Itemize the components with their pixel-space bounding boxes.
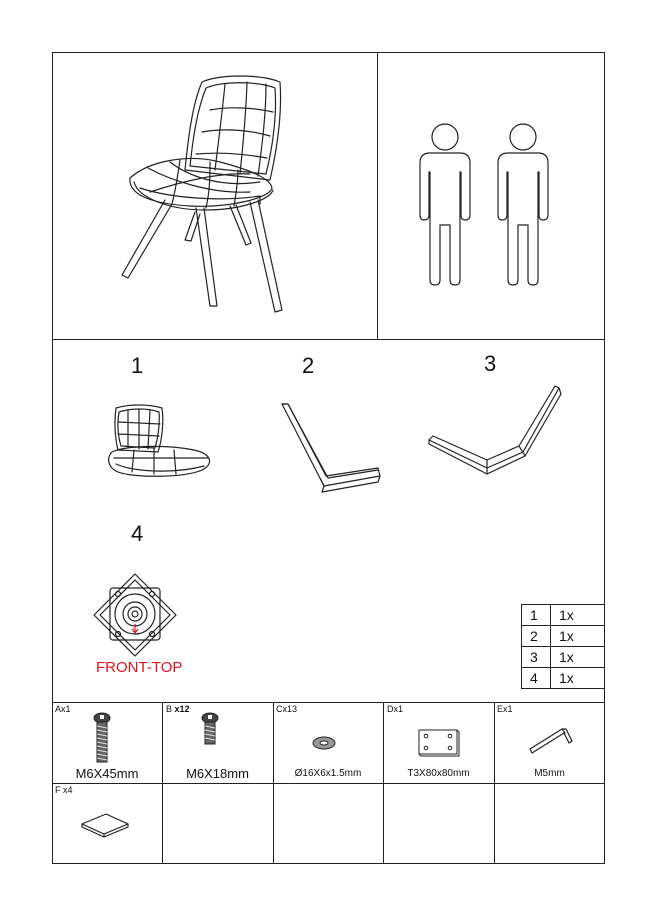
part-number-4: 4 bbox=[131, 521, 144, 546]
allen-key-icon bbox=[528, 725, 576, 755]
table-row bbox=[522, 668, 605, 689]
part-cell: 3 bbox=[522, 647, 551, 668]
grid-col-divider bbox=[162, 702, 163, 864]
table-row bbox=[522, 626, 605, 647]
two-person-figures-icon bbox=[410, 120, 570, 285]
qty-cell: 1x bbox=[551, 605, 605, 626]
part-cell: 2 bbox=[522, 626, 551, 647]
hardware-size-b: M6X18mm bbox=[186, 766, 249, 781]
hardware-tag-f: F x4 bbox=[55, 785, 73, 795]
hardware-size-d: T3X80x80mm bbox=[407, 768, 470, 779]
quantity-table bbox=[521, 604, 605, 689]
long-bolt-icon bbox=[93, 712, 111, 764]
hardware-tag-b: B x12 bbox=[166, 704, 190, 714]
grid-col-divider bbox=[273, 702, 274, 864]
qty-cell: 1x bbox=[551, 626, 605, 647]
assembled-chair-illustration bbox=[110, 70, 330, 320]
hardware-tag-c: Cx13 bbox=[276, 704, 298, 714]
grid-row-divider bbox=[52, 783, 605, 784]
front-top-label: FRONT-TOP bbox=[96, 659, 183, 676]
washer-icon bbox=[312, 736, 336, 750]
top-divider bbox=[377, 52, 378, 340]
table-row bbox=[522, 605, 605, 626]
table-row bbox=[522, 647, 605, 668]
hardware-size-a: M6X45mm bbox=[75, 766, 139, 781]
grid-col-divider bbox=[383, 702, 384, 864]
qty-cell: 1x bbox=[551, 668, 605, 689]
hardware-tag-d: Dx1 bbox=[387, 704, 404, 714]
hardware-size-e: M5mm bbox=[534, 768, 565, 779]
seat-part-illustration bbox=[104, 402, 214, 482]
part-cell: 4 bbox=[522, 668, 551, 689]
swivel-plate-illustration bbox=[90, 570, 180, 660]
part-cell: 1 bbox=[522, 605, 551, 626]
felt-pad-icon bbox=[80, 812, 130, 842]
short-bolt-icon bbox=[201, 712, 219, 746]
part-number-3: 3 bbox=[484, 351, 497, 376]
hardware-tag-e: Ex1 bbox=[497, 704, 513, 714]
part-number-1: 1 bbox=[131, 353, 144, 378]
grid-col-divider bbox=[494, 702, 495, 864]
mounting-plate-icon bbox=[418, 729, 460, 757]
hardware-size-c: Ø16X6x1.5mm bbox=[294, 768, 362, 779]
hardware-tag-a: Ax1 bbox=[55, 704, 71, 714]
leg-frame-2-illustration bbox=[278, 400, 388, 500]
leg-frame-3-illustration bbox=[425, 382, 565, 482]
part-number-2: 2 bbox=[302, 353, 315, 378]
qty-cell: 1x bbox=[551, 647, 605, 668]
